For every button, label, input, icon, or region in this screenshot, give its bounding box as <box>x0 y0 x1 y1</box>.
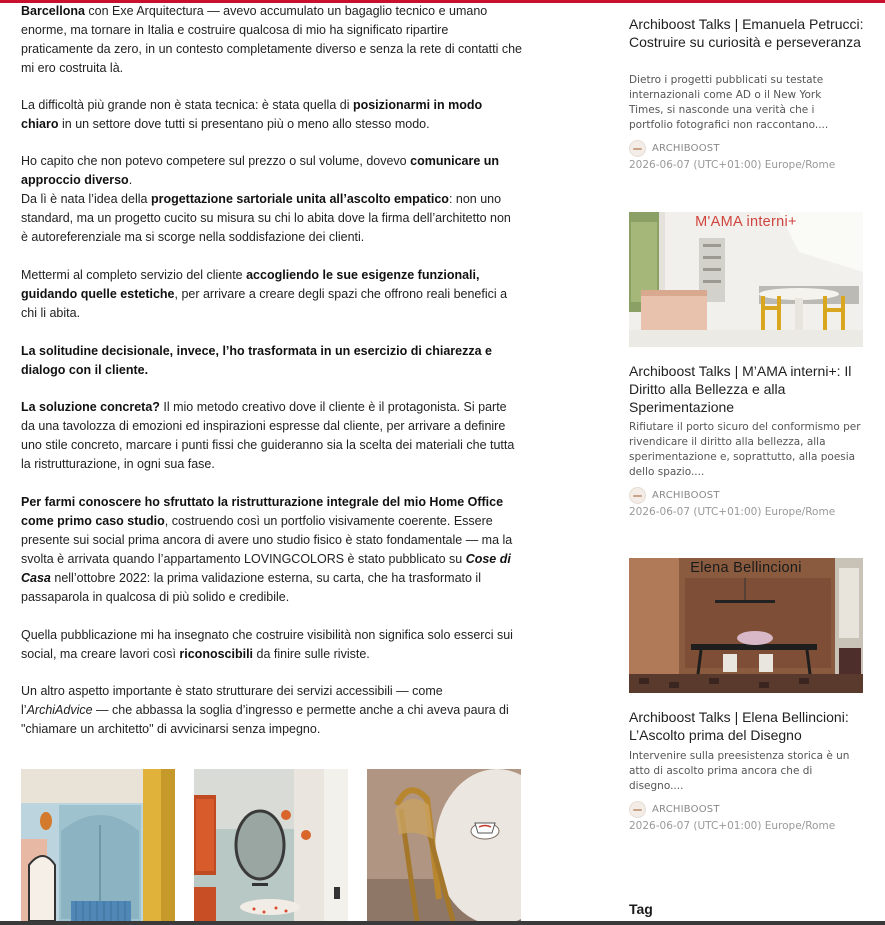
paragraph-4: Mettermi al completo servizio del cliente accogliendo le sue esigenze funzionali, guidando quelle estetiche, per arrivare a creare degli spazi che offrono reali benefici a chi li abita. <box>21 268 508 320</box>
article-gallery <box>21 769 521 921</box>
paragraph-7: Per farmi conoscere ho sfruttato la ristrutturazione integrale del mio Home Office come primo caso studio, costruendo così un portfolio visivamente coerente. Essere presente sui social prima ancora di avere uno studio fisico è stato fondamentale — ma la svolta è arrivata quando l’appartamento LOVINGCOLORS è stato pubblicato su Cose di Casa nell’ottobre 2022: la prima validazione esterna, su carta, che ha trasformato il passaparola in qualcosa di più solido e credibile. <box>21 495 513 604</box>
archiboost-logo-icon <box>629 801 646 818</box>
paragraph-5: La solitudine decisionale, invece, l’ho trasformata in un esercizio di chiarezza e dialogo con il cliente. <box>21 344 492 377</box>
paragraph-1: Barcellona con Exe Arquitectura — avevo accumulato un bagaglio tecnico e umano enorme, ma tornare in Italia e costruire qualcosa di mio ha significato ripartire praticamente da zero, in un contesto completamente diverso e senza la rete di contatti che mi ero costruita là. <box>21 4 522 75</box>
card-author[interactable]: ARCHIBOOST <box>629 140 720 157</box>
card-image[interactable] <box>629 558 863 693</box>
archiboost-logo-icon <box>629 140 646 157</box>
card-image[interactable] <box>629 212 863 347</box>
card-image-caption: Elena Bellincioni <box>690 560 802 576</box>
card-excerpt: Intervenire sulla preesistenza storica è un atto di ascolto prima ancora che di disegno.... <box>629 750 850 792</box>
paragraph-8: Quella pubblicazione mi ha insegnato che costruire visibilità non significa solo esserci sui social, ma creare lavori così riconoscibili da finire sulle riviste. <box>21 628 513 661</box>
bottom-scroll-bar <box>0 921 885 925</box>
card-excerpt: Dietro i progetti pubblicati su testate internazionali come AD o il New York Times, si nasconde una verità che i portfolio fotografici non raccontano.... <box>629 74 829 131</box>
card-date: 2026-06-07 (UTC+01:00) Europe/Rome <box>629 820 836 832</box>
tag-section-heading: Tag <box>629 901 653 917</box>
archiboost-logo-icon <box>629 487 646 504</box>
card-image-caption: M'AMA interni+ <box>695 214 797 230</box>
card-date: 2026-06-07 (UTC+01:00) Europe/Rome <box>629 506 836 518</box>
card-author[interactable]: ARCHIBOOST <box>629 801 720 818</box>
paragraph-6: La soluzione concreta? Il mio metodo creativo dove il cliente è il protagonista. Si parte da una tavolozza di emozioni ed inspirazioni espresse dal cliente, per arrivare a definire uno stile concreto, marcare i punti fissi che guideranno sia la scelta dei materiali che tutta la ristrutturazione, in ogni sua fase. <box>21 400 515 471</box>
card-title[interactable]: Archiboost Talks | M’AMA interni+: Il Diritto alla Bellezza e alla Sperimentazione <box>629 363 852 415</box>
gallery-image-1[interactable] <box>21 769 175 921</box>
card-title[interactable]: Archiboost Talks | Elena Bellincioni: L’Ascolto prima del Disegno <box>629 709 849 743</box>
card-title[interactable]: Archiboost Talks | Emanuela Petrucci: Costruire su curiosità e perseveranza <box>629 16 864 50</box>
paragraph-3: Ho capito che non potevo competere sul prezzo o sul volume, dovevo comunicare un approccio diverso. Da lì è nata l’idea della progettazione sartoriale unita all’ascolto empatico: non uno standard, ma un progetto cucito su misura su chi lo abita dove la firma dell’architetto non è autoreferenziale ma si scorge nella soddisfazione dei clienti. <box>21 154 511 244</box>
card-author[interactable]: ARCHIBOOST <box>629 487 720 504</box>
paragraph-9: Un altro aspetto importante è stato strutturare dei servizi accessibili — come l’ArchiAdvice — che abbassa la soglia d’ingresso e permette anche a chi aveva paura di "chiamare un architetto" di avvicinarsi senza impegno. <box>21 684 509 736</box>
paragraph-2: La difficoltà più grande non è stata tecnica: è stata quella di posizionarmi in modo chiaro in un settore dove tutti si presentano più o meno allo stesso modo. <box>21 98 483 131</box>
gallery-image-3[interactable] <box>367 769 521 921</box>
card-excerpt: Rifiutare il porto sicuro del conformismo per rivendicare il diritto alla bellezza, alla sperimentazione e, soprattutto, alla poesia dello spazio.... <box>629 421 861 478</box>
gallery-image-2[interactable] <box>194 769 348 921</box>
card-date: 2026-06-07 (UTC+01:00) Europe/Rome <box>629 159 836 171</box>
